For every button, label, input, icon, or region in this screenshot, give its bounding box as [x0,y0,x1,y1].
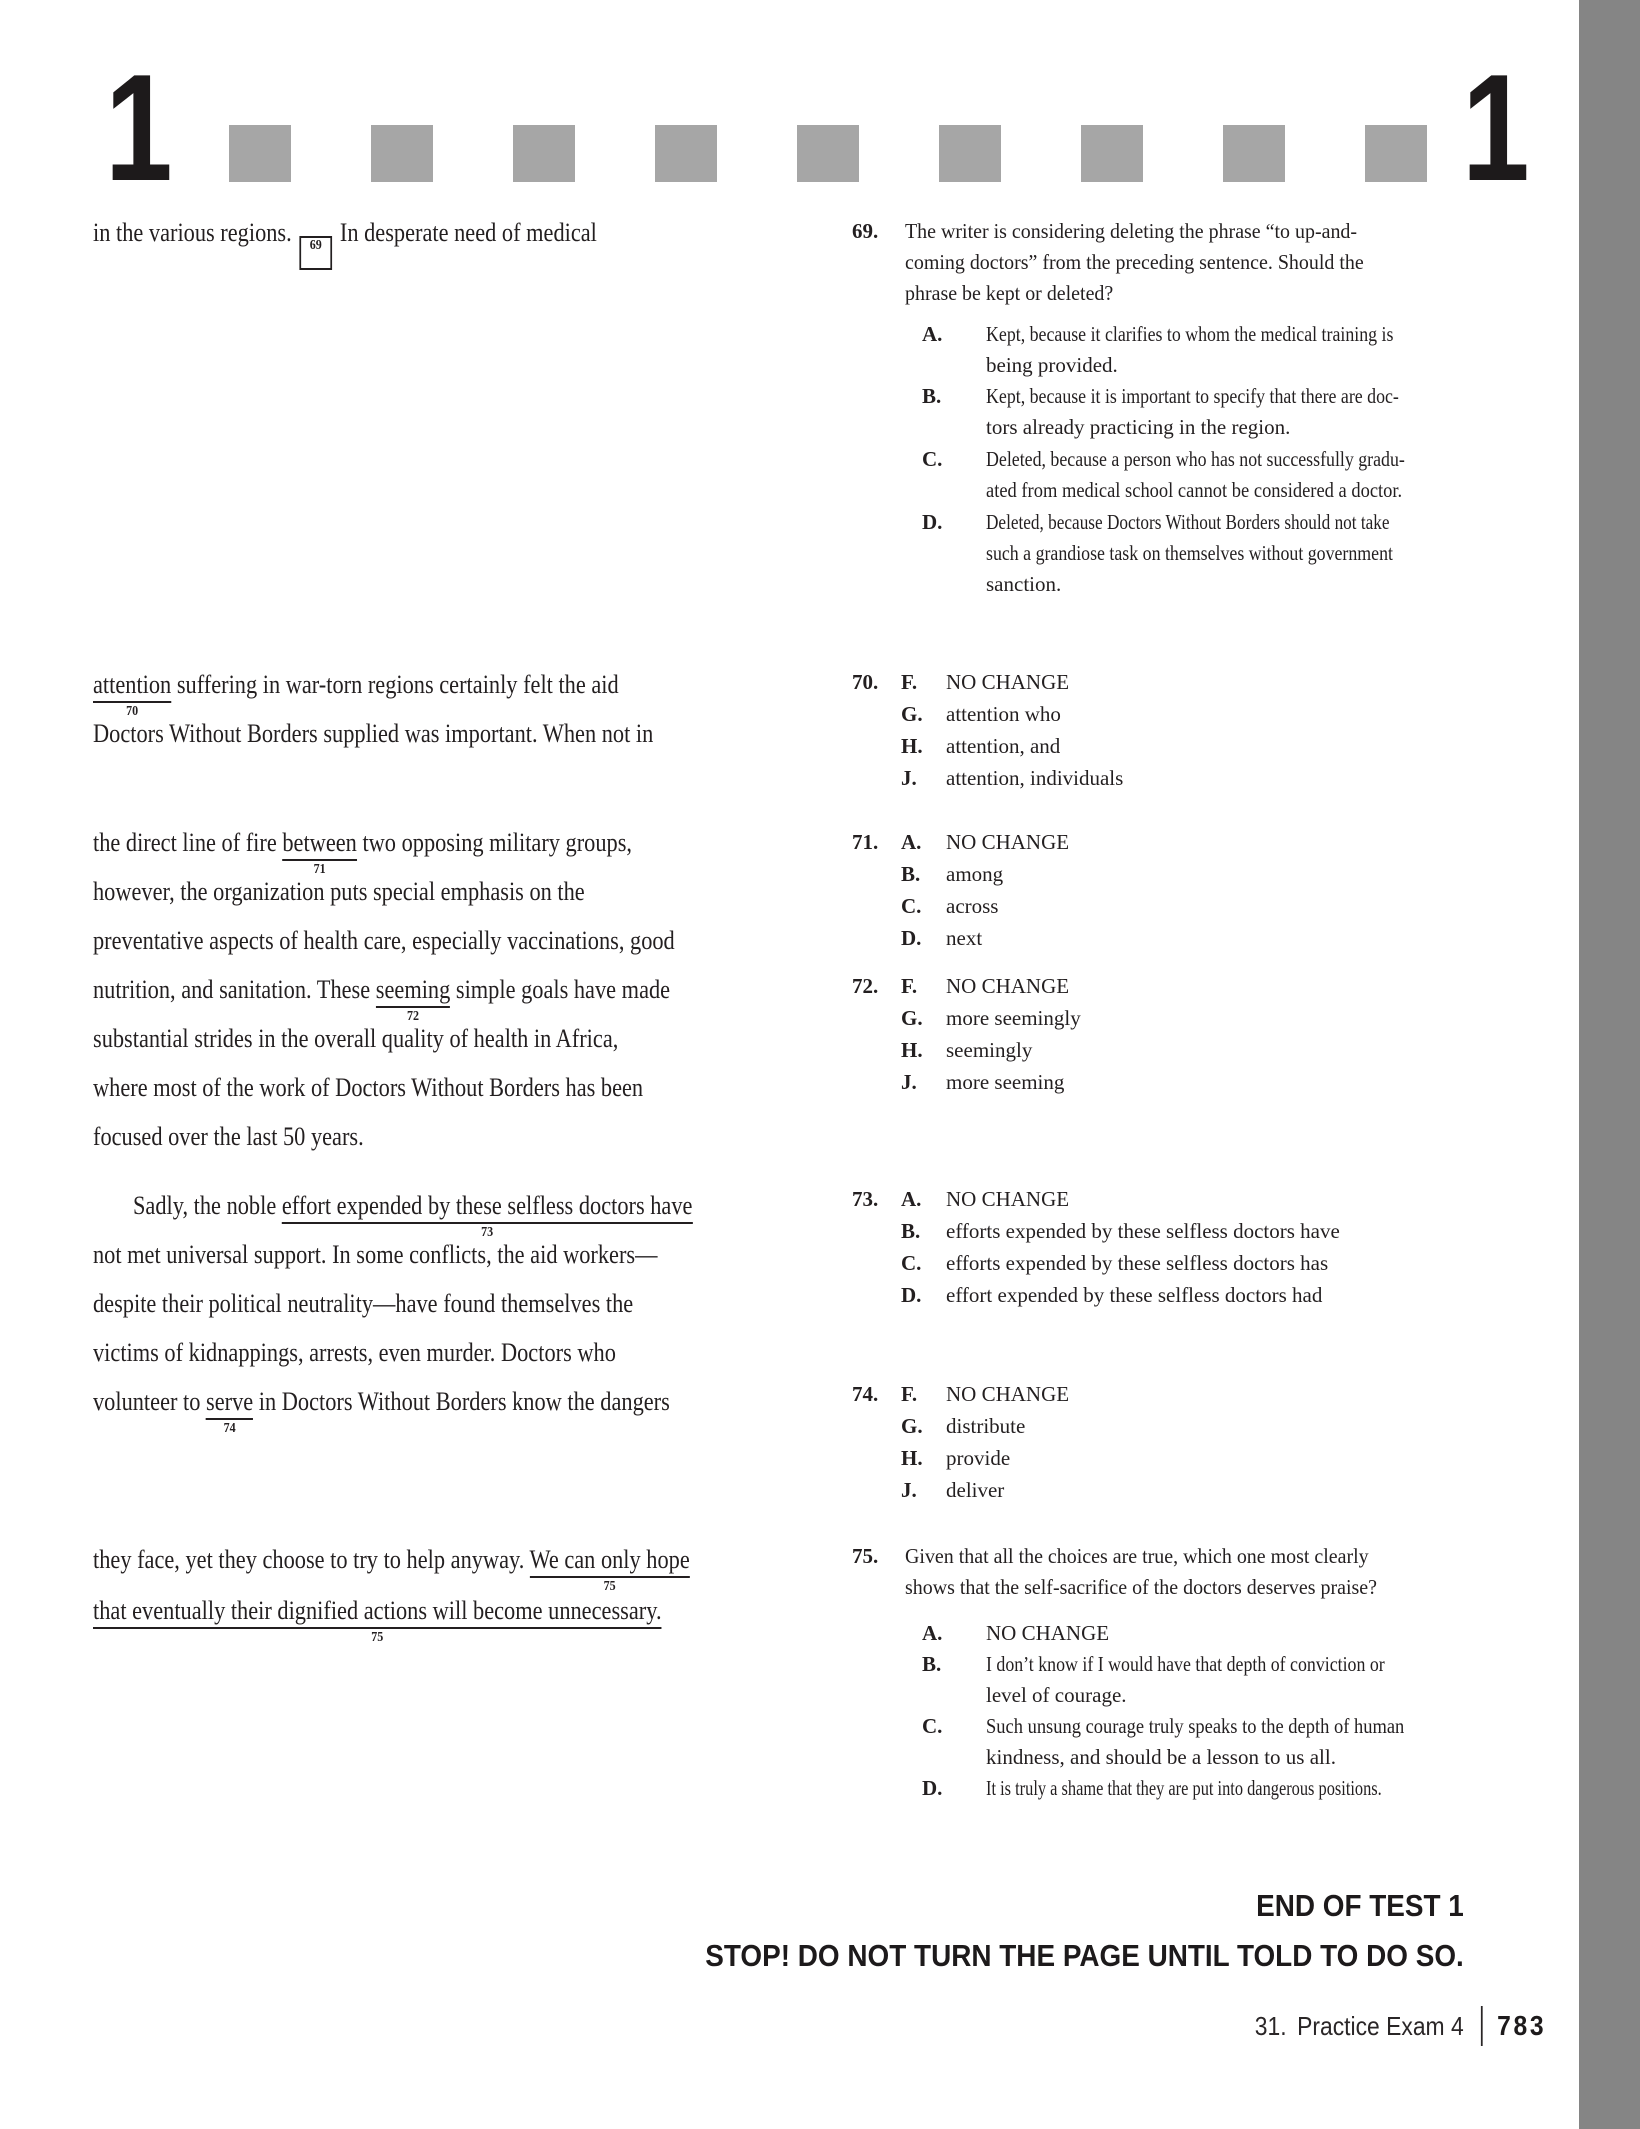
stem-line: coming doctors” from the preceding sentence. Should the [905,250,1364,274]
end-of-test-label: END OF TEST 1 [1256,1888,1464,1923]
option-text: NO CHANGE [986,1621,1110,1645]
option-text: more seeming [946,1070,1065,1094]
option-letter: C. [922,447,943,471]
passage-line [93,975,671,1024]
passage-text: volunteer to [93,1387,207,1416]
question-69-box: 69 [299,236,332,270]
option-letter: C. [922,1714,943,1738]
option-letter: G. [901,1006,923,1030]
option-text: attention, and [946,734,1061,758]
passage-line: however, the organization puts special emphasis on the [93,877,585,906]
page-edge-bar [1579,0,1640,2129]
option-letter: D. [922,510,943,534]
question-number: 75. [852,1544,879,1568]
option-text: NO CHANGE [946,1382,1070,1406]
option-letter: D. [922,1776,943,1800]
passage-text: that eventually their dignified actions will become unnecessary. [93,1596,662,1625]
passage-line [133,1191,693,1240]
option-letter: A. [922,322,943,346]
option-text: distribute [946,1414,1026,1438]
header-square [229,125,291,182]
option-text: Such unsung courage truly speaks to the depth of human [986,1714,1405,1738]
passage-text: in Doctors Without Borders know the dangers [253,1387,670,1416]
option-text: deliver [946,1478,1005,1502]
page-marker-right: 1 [1462,43,1530,213]
underlined-segment [375,975,451,1024]
option-letter: A. [901,830,922,854]
stop-warning-label: STOP! DO NOT TURN THE PAGE UNTIL TOLD TO DO SO. [705,1938,1464,1973]
page-marker-left: 1 [105,43,173,213]
option-text: being provided. [986,353,1118,377]
header-square [1365,125,1427,182]
option-text: more seemingly [946,1006,1081,1030]
option-text: efforts expended by these selfless doctors has [946,1251,1329,1275]
question-number: 73. [852,1187,879,1211]
stem-line: shows that the self-sacrifice of the doctors deserves praise? [905,1575,1377,1599]
underlined-segment [206,1387,254,1436]
passage-text: between [282,828,357,857]
option-text: sanction. [986,572,1062,596]
underline-number: 74 [223,1421,236,1436]
underline-number: 75 [371,1630,384,1645]
option-letter: J. [901,1478,917,1502]
option-letter: B. [901,862,921,886]
passage-text: two opposing military groups, [356,828,633,857]
underline-number: 71 [313,862,326,877]
header-square [797,125,859,182]
underline-number: 70 [126,704,139,719]
option-letter: B. [922,384,942,408]
option-text: among [946,862,1004,886]
header-square [1223,125,1285,182]
stem-line: Given that all the choices are true, which one most clearly [905,1544,1369,1568]
option-letter: H. [901,1446,923,1470]
question-number: 72. [852,974,879,998]
option-text: Deleted, because a person who has not successfully gradu- [986,447,1405,471]
question-number: 74. [852,1382,879,1406]
passage-text: In desperate need of medical [339,218,597,247]
passage-line: not met universal support. In some conflicts, the aid workers— [93,1240,658,1269]
option-text: NO CHANGE [946,974,1070,998]
passage-line: focused over the last 50 years. [93,1122,364,1151]
page-footer [1255,2006,1546,2046]
header-square [371,125,433,182]
option-letter: H. [901,734,923,758]
option-text: kindness, and should be a lesson to us all. [986,1745,1336,1769]
stem-line: The writer is considering deleting the phrase “to up-and- [905,219,1358,243]
option-text: I don’t know if I would have that depth of conviction or [986,1652,1385,1676]
underlined-segment [529,1545,690,1594]
passage-line: Doctors Without Borders supplied was important. When not in [93,719,654,748]
passage-line [93,670,619,719]
option-letter: J. [901,1070,917,1094]
option-letter: F. [901,1382,918,1406]
option-text: across [946,894,999,918]
passage-line: where most of the work of Doctors Without Borders has been [93,1073,644,1102]
option-letter: H. [901,1038,923,1062]
passage-line: victims of kidnappings, arrests, even murder. Doctors who [93,1338,616,1367]
option-letter: A. [901,1187,922,1211]
passage-line: substantial strides in the overall quality of health in Africa, [93,1024,619,1053]
footer-section-name: Practice Exam 4 [1296,2010,1464,2041]
passage-text: serve [206,1387,254,1416]
option-text: such a grandiose task on themselves without government [986,541,1394,565]
header-square [939,125,1001,182]
passage-text: Sadly, the noble [133,1191,282,1220]
option-letter: C. [901,1251,922,1275]
option-text: level of courage. [986,1683,1127,1707]
passage-line: despite their political neutrality—have found themselves the [93,1289,634,1318]
option-letter: D. [901,1283,922,1307]
footer-section-number: 31. [1254,2010,1287,2041]
passage-text: attention [93,670,172,699]
passage-line [93,828,633,877]
option-text: provide [946,1446,1011,1470]
option-text: next [946,926,983,950]
footer-divider [1481,2006,1483,2046]
option-letter: G. [901,702,923,726]
option-letter: A. [922,1621,943,1645]
option-letter: F. [901,670,918,694]
passage-text: seeming [375,975,451,1004]
option-letter: G. [901,1414,923,1438]
passage-text: We can only hope [529,1545,690,1574]
underlined-segment [93,670,172,719]
option-letter: B. [901,1219,921,1243]
passage-line [93,1387,670,1436]
header-square [513,125,575,182]
header-square [1081,125,1143,182]
underline-number: 75 [603,1579,616,1594]
option-letter: J. [901,766,917,790]
header-square [655,125,717,182]
underline-number: 73 [481,1225,494,1240]
underlined-segment [282,828,357,877]
question-number: 70. [852,670,879,694]
option-text: NO CHANGE [946,1187,1070,1211]
question-number: 71. [852,830,879,854]
option-letter: C. [901,894,922,918]
option-text: effort expended by these selfless doctors had [946,1283,1323,1307]
option-text: attention, individuals [946,766,1124,790]
underlined-segment [281,1191,693,1240]
passage-text: simple goals have made [450,975,671,1004]
question-number: 69. [852,219,879,243]
passage-line [93,218,597,270]
passage-line: preventative aspects of health care, especially vaccinations, good [93,926,675,955]
passage-line [93,1545,690,1594]
passage-text: effort expended by these selfless doctors have [281,1191,693,1220]
underlined-segment [93,1596,662,1645]
option-text: NO CHANGE [946,670,1070,694]
option-text: It is truly a shame that they are put into dangerous positions. [986,1776,1382,1800]
option-text: Kept, because it clarifies to whom the medical training is [986,322,1394,346]
passage-text: in the various regions. [93,218,292,247]
passage-line [93,1596,662,1645]
underline-number: 72 [407,1009,420,1024]
option-letter: F. [901,974,918,998]
option-text: ated from medical school cannot be considered a doctor. [986,478,1403,502]
option-text: NO CHANGE [946,830,1070,854]
passage-text: suffering in war-torn regions certainly felt the aid [171,670,619,699]
passage-text: nutrition, and sanitation. These [93,975,376,1004]
stem-line: phrase be kept or deleted? [905,281,1114,305]
option-text: Kept, because it is important to specify that there are doc- [986,384,1399,408]
passage-text: they face, yet they choose to try to help anyway. [93,1545,530,1574]
option-letter: B. [922,1652,942,1676]
option-text: seemingly [946,1038,1033,1062]
option-text: efforts expended by these selfless doctors have [946,1219,1340,1243]
passage-text: the direct line of fire [93,828,283,857]
footer-page-number: 783 [1496,2010,1546,2041]
option-text: Deleted, because Doctors Without Borders should not take [986,510,1390,534]
option-text: tors already practicing in the region. [986,415,1291,439]
option-letter: D. [901,926,922,950]
option-text: attention who [946,702,1061,726]
